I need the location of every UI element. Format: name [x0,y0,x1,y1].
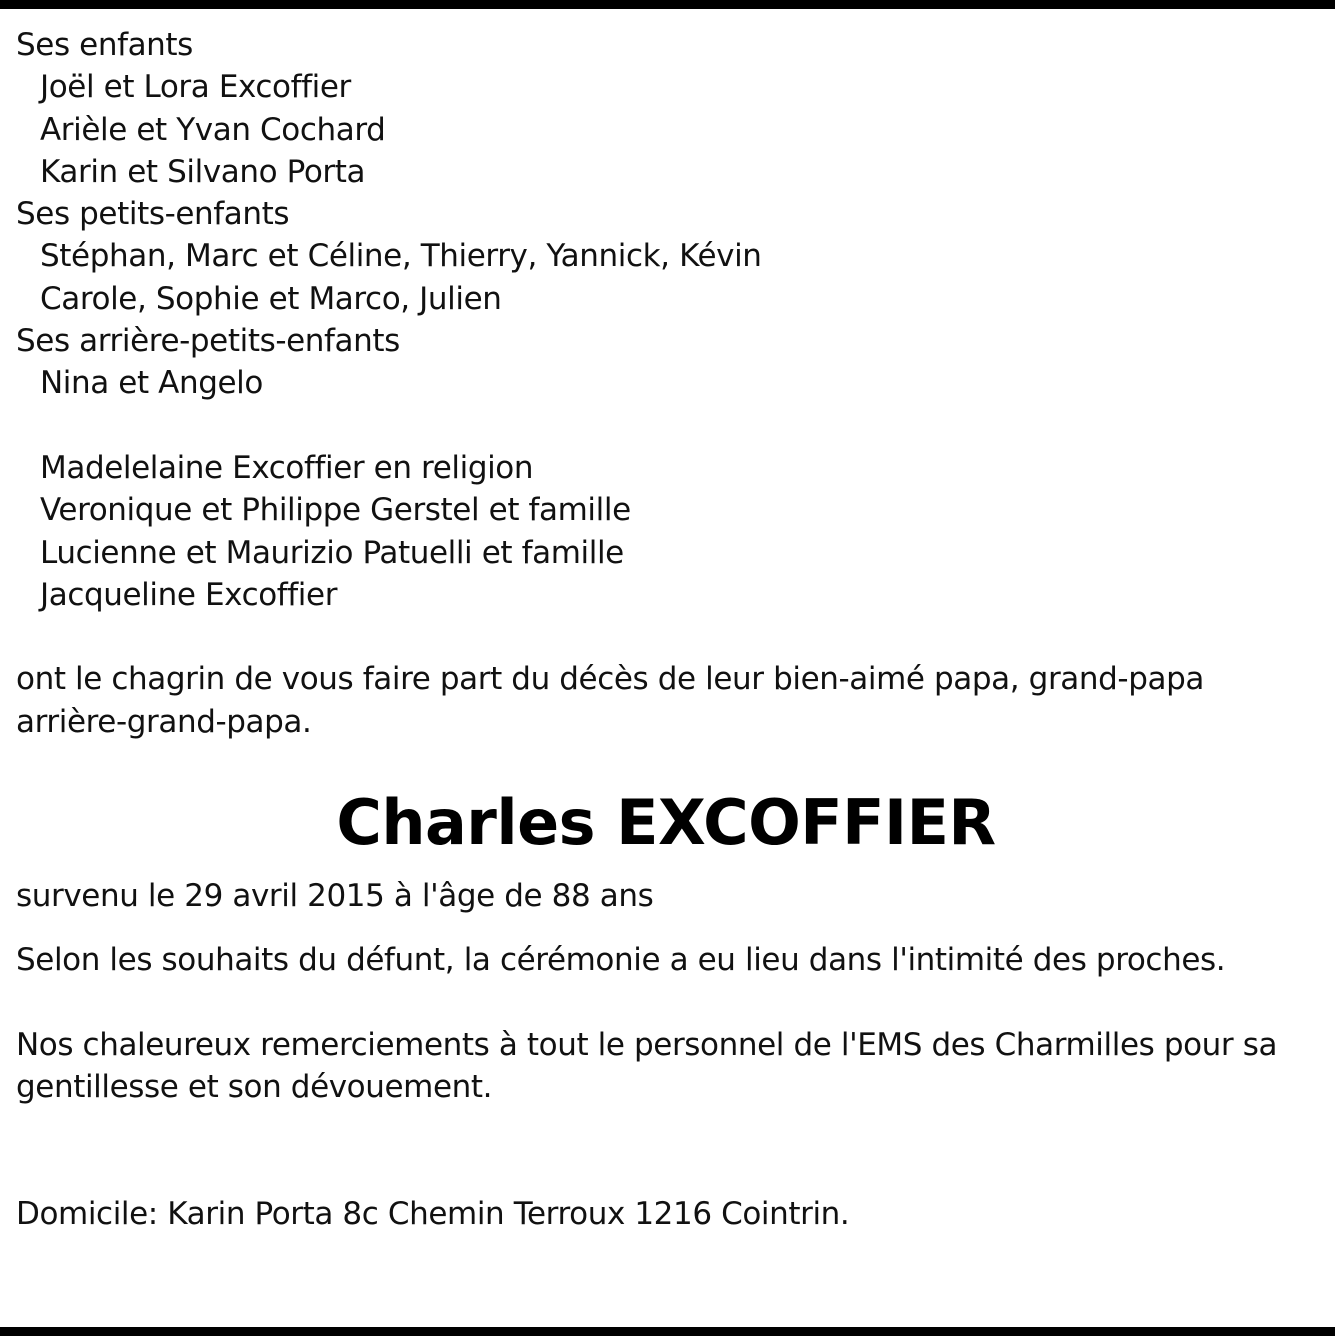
announcement-line: arrière-grand-papa. [16,703,312,740]
deceased-name: Charles EXCOFFIER [336,786,996,860]
thanks-line: Nos chaleureux remerciements à tout le personnel de l'EMS des Charmilles pour sa [16,1026,1278,1063]
bottom-border-rule [0,1327,1335,1336]
great-grandchild-entry: Nina et Angelo [40,365,263,402]
great-grandchildren-heading: Ses arrière-petits-enfants [16,323,400,360]
spacer [16,1109,1316,1151]
ceremony-text: Selon les souhaits du défunt, la cérémonie a eu lieu dans l'intimité des proches. [16,942,1226,979]
announcement-line: ont le chagrin de vous faire part du décès de leur bien-aimé papa, grand-papa [16,661,1204,698]
domicile-address: Domicile: Karin Porta 8c Chemin Terroux 1216 Cointrin. [16,1196,850,1233]
relative-entry: Lucienne et Maurizio Patuelli et famille [40,534,624,571]
grandchild-entry: Stéphan, Marc et Céline, Thierry, Yannick, Kévin [40,238,762,275]
thanks-line: gentillesse et son dévouement. [16,1069,493,1106]
relative-entry: Madelelaine Excoffier en religion [40,449,534,486]
children-heading: Ses enfants [16,27,193,63]
child-entry: Joël et Lora Excoffier [40,69,351,106]
grandchildren-heading: Ses petits-enfants [16,196,290,233]
grandchild-entry: Carole, Sophie et Marco, Julien [40,280,502,317]
child-entry: Karin et Silvano Porta [40,153,366,190]
top-border-rule [0,0,1335,9]
spacer [16,1151,1316,1193]
spacer [16,616,1316,658]
obituary-notice [16,24,1316,1235]
spacer [16,917,1316,939]
spacer [16,982,1316,1024]
child-entry: Arièle et Yvan Cochard [40,111,386,148]
relative-entry: Veronique et Philippe Gerstel et famille [40,492,631,529]
spacer [16,405,1316,447]
relative-entry: Jacqueline Excoffier [40,576,338,613]
death-info: survenu le 29 avril 2015 à l'âge de 88 ans [16,878,654,915]
